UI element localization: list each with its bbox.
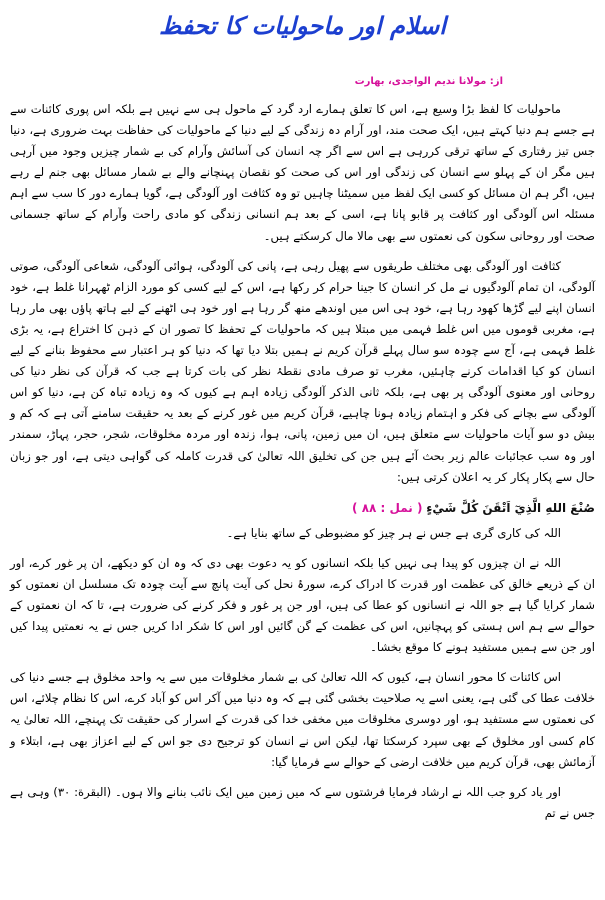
quran-verse [10,497,595,519]
verse-translation: اللہ کی کاری گری ہے جس نے ہر چیز کو مضبوطی کے ساتھ بنایا ہے۔ [226,525,561,540]
paragraph-1: ماحولیات کا لفظ بڑا وسیع ہے، اس کا تعلق ہمارے ارد گرد کے ماحول ہی سے نہیں ہے بلکہ اس پوری کائنات سے ہے جسے ہم دنیا کہتے ہیں، ایک صحت مند، اور آرام دہ زندگی کے لیے دنیا کے ماحولیات کی حفاظت بہت ضروری ہے، دنیا جس تیز رفتاری کے ساتھ ترقی کررہی ہے اس سے اگر چہ انسان کی آسائش وآرام کی بے شمار چیزیں وجود میں آرہی ہیں مگر ان کے پہلو سے انسان کی زندگی اور اس کی صحت کو نقصان پہنچانے والے بے شمار مسائل بھی جنم لے رہے ہیں، اگر ہم ان مسائل کو کسی ایک لفظ میں سمیٹنا چاہیں تو وہ کثافت اور آلودگی ہے، گویا ہمارے دور کا سب سے اہم مسئلہ اس آلودگی اور کثافت پر قابو پانا ہے، اسی کے بعد ہم انسانی زندگی کو مادی راحت وآرام کے ساتھ جسمانی صحت اور روحانی سکون کی نعمتوں سے بھی مالا مال کرسکتے ہیں۔ [10,102,595,243]
paragraph-5: اور یاد کرو جب اللہ نے ارشاد فرمایا فرشتوں سے کہ میں زمین میں ایک نائب بنانے والا ہوں۔ (البقرة: ٣٠) وہی ہے جس نے تم [10,784,595,820]
article-body [10,99,595,824]
paragraph-4: اس کائنات کا محور انسان ہے، کیوں کہ اللہ تعالیٰ کی بے شمار مخلوقات میں سے یہ واحد مخلوق ہے جسے دنیا کی خلافت عطا کی گئی ہے، یعنی اسے یہ صلاحیت بخشی گئی ہے کہ وہ دنیا میں آکر اس کو آباد کرے، اس کا نظام چلائے، اس کی نعمتوں سے مستفید ہو، اور دوسری مخلوقات میں مخفی خدا کی قدرت کے اسرار کی حقیقت تک پہنچے، اللہ تعالیٰ یہ کام کسی اور مخلوق کے بھی سپرد کرسکتا تھا، لیکن اس نے انسان کو ترجیح دی جو اس کے لیے اعزاز بھی ہے، ابتلاء و آزمائش بھی، قرآن کریم میں خلافت ارضی کے حوالے سے فرمایا گیا: [10,670,595,769]
author-byline: از: مولانا ندیم الواجدی، بھارت [354,76,503,87]
paragraph-2: کثافت اور آلودگی بھی مختلف طریقوں سے پھیل رہی ہے، پانی کی آلودگی، ہوائی آلودگی، شعاعی آلودگی، صوتی آلودگی، ان تمام آلودگیوں نے مل کر انسان کا جینا حرام کر رکھا ہے، اس کے لیے کسی کو مورد الزام ٹھہرانا غلط ہے، خود انسان اپنے لیے گڑھا کھود رہا ہے، خود ہی اس میں اوندھے منھ گر رہا ہے اور خود ہی اٹھنے کے لیے ہاتھ پاؤں بھی مار رہا ہے، مغربی قوموں میں اس غلط فہمی میں مبتلا ہیں کہ ماحولیات کے تحفظ کا تصور ان کے ذہن کا اختراع ہے، یہ بڑی غلط فہمی ہے، آج سے چودہ سو سال پہلے قرآن کریم نے ہمیں بتلا دیا تھا کہ دنیا کو ہر اعتبار سے محفوظ بنانے کے لیے انسان کو کیا اقدامات کرنے چاہئیں، مغرب تو صرف مادی نقطۂ نظر کی بات کرتا ہے جب کہ قرآن کی نظر دنیا کی روحانی اور معنوی آلودگی پر بھی ہے، بلکہ ثانی الذکر آلودگی زیادہ اہم ہے کیوں کہ وہ زیادہ تباہ کن ہے، دنیا کو اس آلودگی سے بچانے کی فکر و اہتمام زیادہ ہونا چاہیے، قرآن کریم میں غور کرنے کے بعد یہ حقیقت سامنے آتی ہے کہ کم و بیش دو سو آیات ماحولیات سے متعلق ہیں، ان میں زمین، پانی، ہوا، زندہ اور مردہ مخلوقات، شجر، حجر، پہاڑ، سمندر اور وہ سب عجائبات عالم زیر بحث آئے ہیں جن کی تخلیق اللہ تعالیٰ کی قدرت کاملہ کی گواہی دیتی ہے، اور جو زبان حال سے پکار پکار کر یہ اعلان کرتی ہیں: [10,258,595,484]
paragraph-3: اللہ نے ان چیزوں کو پیدا ہی نہیں کیا بلکہ انسانوں کو یہ دعوت بھی دی کہ وہ ان کو دیکھے، ان پر غور کرے، اور ان کے ذریعے خالق کی عظمت اور قدرت کا ادراک کرے، سورۂ نحل کی آیت پانچ سے آیت چودہ تک مسلسل ان نعمتوں کو شمار کرایا گیا ہے جو اللہ نے انسانوں کو عطا کی ہیں، اور جن پر غور و فکر کرنے کی ضرورت ہے، تا کہ ان نعمتوں کے حوالے سے ہم اس ہستی کو پہچانیں، اس کی عظمت کے گن گائیں اور اس کا شکر ادا کریں جس نے یہ نعمتیں پیدا کیں اور جن سے ہمیں مستفید ہونے کا موقع بخشا۔ [10,555,595,655]
verse-arabic-text: صُنْعَ اللهِ الَّذِيٓ اَتْقَنَ كُلَّ شَيْءٍ [426,500,595,515]
document-page [0,6,605,900]
verse-reference: ( نمل : ٨٨ ) [352,500,423,515]
article-title: اسلام اور ماحولیات کا تحفظ [159,12,446,40]
